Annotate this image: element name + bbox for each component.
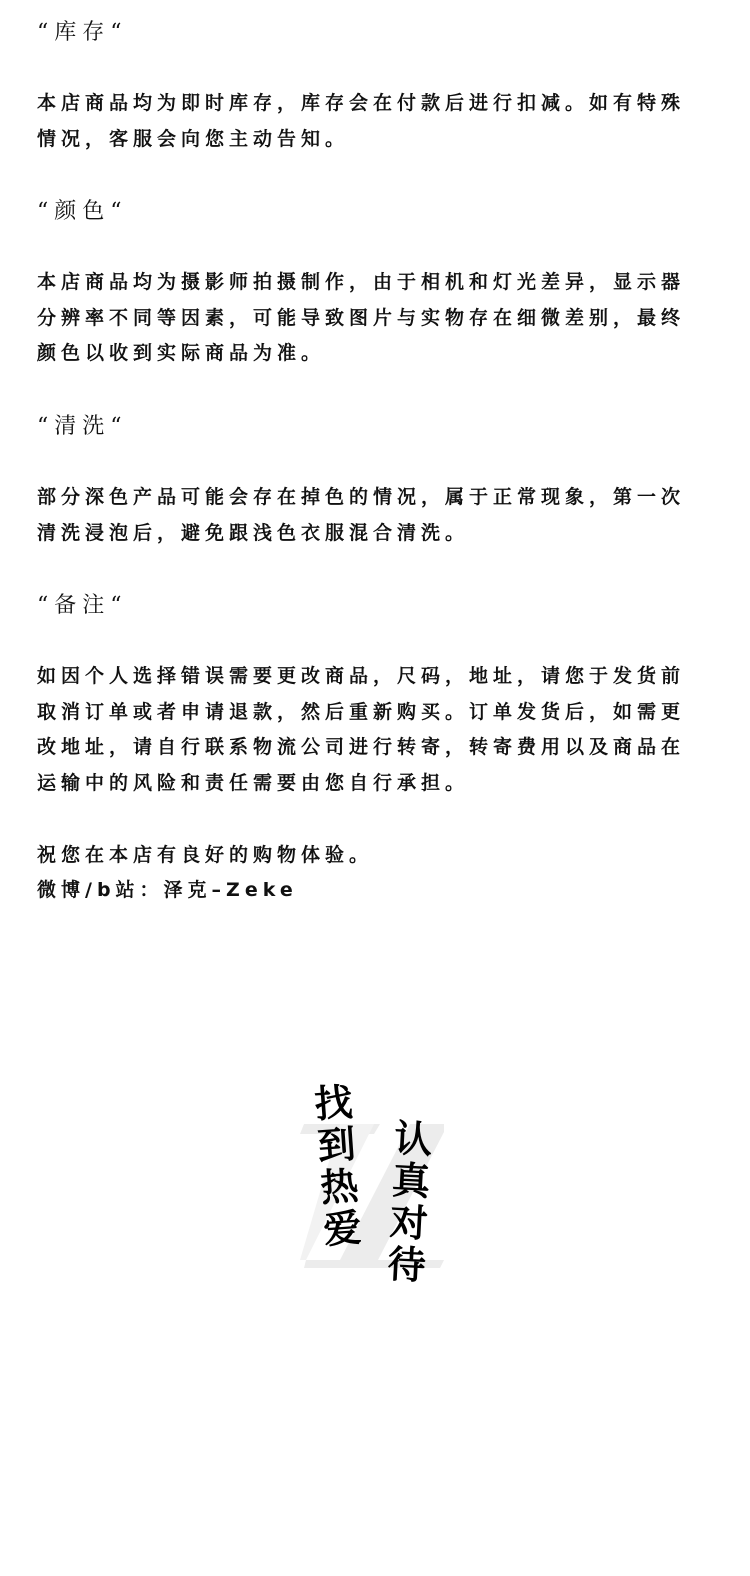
section-heading-color: “颜色“ xyxy=(37,199,128,224)
body-line: 颜色以收到实际商品为准。 xyxy=(37,342,326,364)
section-heading-washing: “清洗“ xyxy=(37,414,128,439)
body-line: 情况，客服会向您主动告知。 xyxy=(37,127,350,150)
body-line: 改地址，请自行联系物流公司进行转寄，转寄费用以及商品在 xyxy=(37,736,686,758)
body-line: 运输中的风险和责任需要由您自行承担。 xyxy=(37,771,470,794)
body-line: 取消订单或者申请退款，然后重新购买。订单发货后，如需更 xyxy=(37,700,686,723)
section-body-washing xyxy=(37,480,697,551)
body-line: 如因个人选择错误需要更改商品，尺码，地址，请您于发货前 xyxy=(37,665,686,687)
logo-text-right: 认真对待 xyxy=(386,1115,434,1288)
body-line: 本店商品均为即时库存，库存会在付款后进行扣减。如有特殊 xyxy=(37,92,686,114)
section-heading-stock: “库存“ xyxy=(37,20,128,45)
section-body-stock xyxy=(37,86,697,157)
brand-logo xyxy=(300,1078,450,1308)
body-line: 清洗浸泡后，避免跟浅色衣服混合清洗。 xyxy=(37,521,470,544)
body-line: 本店商品均为摄影师拍摄制作，由于相机和灯光差异，显示器 xyxy=(37,271,686,293)
section-body-color xyxy=(37,265,697,372)
social-handle: 微博/b站：泽克–Zeke xyxy=(37,879,298,901)
section-body-notes xyxy=(37,659,697,801)
closing-greeting: 祝您在本店有良好的购物体验。 xyxy=(37,844,374,866)
logo-text-left: 找到热爱 xyxy=(313,1078,363,1253)
body-line: 分辨率不同等因素，可能导致图片与实物存在细微差别，最终 xyxy=(37,306,686,329)
body-line: 部分深色产品可能会存在掉色的情况，属于正常现象，第一次 xyxy=(37,486,686,508)
section-heading-notes: “备注“ xyxy=(37,593,128,618)
